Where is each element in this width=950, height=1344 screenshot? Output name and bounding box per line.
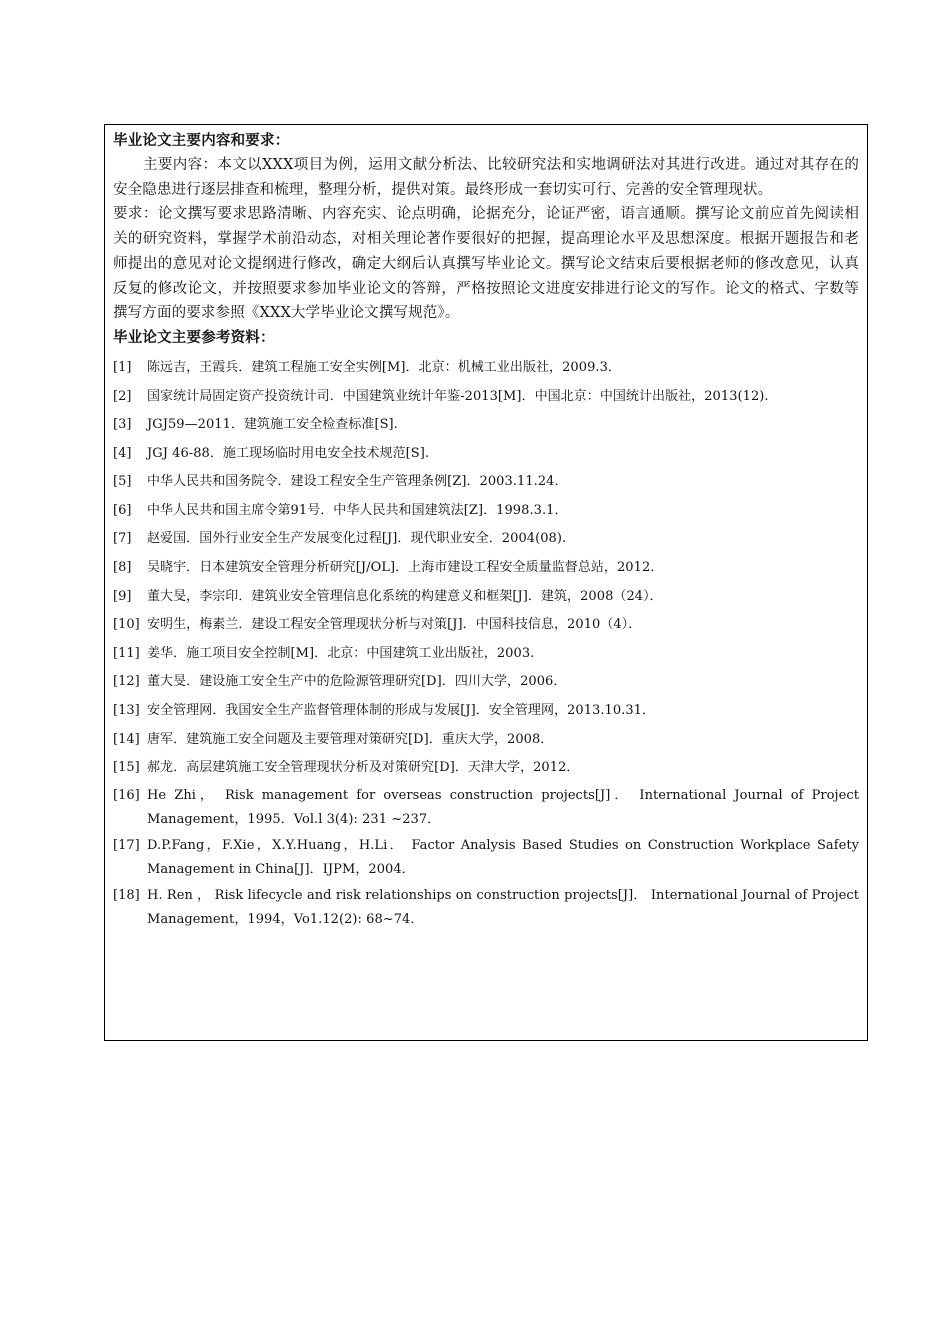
reference-item [113, 468, 859, 497]
reference-number: [11] [113, 645, 140, 661]
requirements-paragraph: 要求：论文撰写要求思路清晰、内容充实、论点明确，论据充分，论证严密，语言通顺。撰写论文前应首先阅读相关的研究资料，掌握学术前沿动态，对相关理论著作要很好的把握，提高理论水平及思想深度。根据开题报告和老师提出的意见对论文提纲进行修改，确定大纲后认真撰写毕业论文。撰写论文结束后要根据老师的修改意见，认真反复的修改论文，并按照要求参加毕业论文的答辩，严格按照论文进度安排进行论文的写作。论文的格式、字数等撰写方面的要求参照《XXX大学毕业论文撰写规范》。 [113, 206, 859, 322]
reference-text: 吴晓宇．日本建筑安全管理分析研究[J/OL]．上海市建设工程安全质量监督总站，2012． [147, 560, 664, 576]
reference-number: [17] [113, 837, 140, 853]
reference-item [113, 754, 859, 783]
reference-item [113, 726, 859, 755]
reference-number: [13] [113, 703, 140, 719]
reference-text: 国家统计局固定资产投资统计司．中国建筑业统计年鉴-2013[M]．中国北京：中国统计出版社，2013(12). [147, 388, 769, 404]
reference-number: [5] [113, 474, 132, 490]
reference-item [113, 784, 859, 833]
reference-text: H. Ren ， Risk lifecycle and risk relationships on construction projects[J]． International Journal of Project Management，1994，Vo1.12(2): 68~74． [147, 887, 859, 928]
reference-item [113, 411, 859, 440]
reference-text: 姜华．施工项目安全控制[M]．北京：中国建筑工业出版社，2003. [147, 645, 535, 661]
reference-item [113, 583, 859, 612]
reference-item [113, 554, 859, 583]
reference-number: [3] [113, 417, 132, 433]
reference-number: [15] [113, 760, 140, 776]
reference-text: 郝龙．高层建筑施工安全管理现状分析及对策研究[D]．天津大学，2012． [147, 760, 580, 776]
reference-number: [14] [113, 731, 140, 747]
references-heading: 毕业论文主要参考资料： [113, 328, 275, 346]
reference-item [113, 440, 859, 469]
reference-text: 董大旻．建设施工安全生产中的危险源管理研究[D]．四川大学，2006． [147, 674, 567, 690]
thesis-content-table-cell [104, 124, 868, 1041]
reference-item [113, 383, 859, 412]
reference-number: [12] [113, 674, 140, 690]
reference-text: 赵爱国．国外行业安全生产发展变化过程[J]．现代职业安全．2004(08). [147, 531, 567, 547]
reference-number: [2] [113, 388, 132, 404]
reference-item [113, 697, 859, 726]
reference-text: D.P.Fang，F.Xie，X.Y.Huang，H.Li． Factor Analysis Based Studies on Construction Workplace Safety Management in China[J]．IJPM，2004． [147, 837, 859, 878]
reference-number: [4] [113, 445, 132, 461]
reference-number: [10] [113, 617, 140, 633]
reference-number: [1] [113, 359, 132, 375]
reference-list [113, 354, 859, 933]
reference-number: [8] [113, 560, 132, 576]
reference-number: [6] [113, 502, 132, 518]
reference-number: [18] [113, 887, 140, 903]
reference-number: [16] [113, 787, 140, 803]
content-paragraph: 主要内容：本文以XXX项目为例，运用文献分析法、比较研究法和实地调研法对其进行改进。通过对其存在的安全隐患进行逐层排查和梳理，整理分析，提供对策。最终形成一套切实可行、完善的安全管理现状。 [113, 157, 859, 198]
reference-number: [7] [113, 531, 132, 547]
reference-text: He Zhi， Risk management for overseas construction projects[J]． International Journal of Project Management，1995．Vol.l 3(4): 231 ~237． [147, 787, 859, 828]
reference-item [113, 834, 859, 883]
reference-text: 唐军．建筑施工安全问题及主要管理对策研究[D]．重庆大学，2008． [147, 731, 554, 747]
reference-item [113, 884, 859, 933]
reference-item [113, 497, 859, 526]
reference-text: 陈远吉，王霞兵．建筑工程施工安全实例[M]．北京：机械工业出版社，2009.3． [147, 359, 621, 375]
reference-text: JGJ59—2011．建筑施工安全检查标准[S]. [147, 417, 398, 433]
content-heading: 毕业论文主要内容和要求： [113, 132, 290, 149]
reference-text: 中华人民共和国务院令．建设工程安全生产管理条例[Z]．2003.11.24． [147, 474, 568, 490]
reference-text: 中华人民共和国主席令第91号．中华人民共和国建筑法[Z]．1998.3.1． [147, 502, 568, 518]
reference-text: 安全管理网．我国安全生产监督管理体制的形成与发展[J]．安全管理网，2013.10.31． [147, 703, 656, 719]
reference-item [113, 611, 859, 640]
reference-item [113, 354, 859, 383]
reference-text: 董大旻，李宗印．建筑业安全管理信息化系统的构建意义和框架[J]．建筑，2008（24）． [147, 588, 663, 604]
reference-item [113, 668, 859, 697]
reference-number: [9] [113, 588, 132, 604]
reference-text: JGJ 46-88．施工现场临时用电安全技术规范[S]. [147, 445, 429, 461]
reference-text: 安明生，梅素兰．建设工程安全管理现状分析与对策[J]．中国科技信息，2010（4）． [147, 617, 642, 633]
reference-item [113, 640, 859, 669]
reference-item [113, 525, 859, 554]
